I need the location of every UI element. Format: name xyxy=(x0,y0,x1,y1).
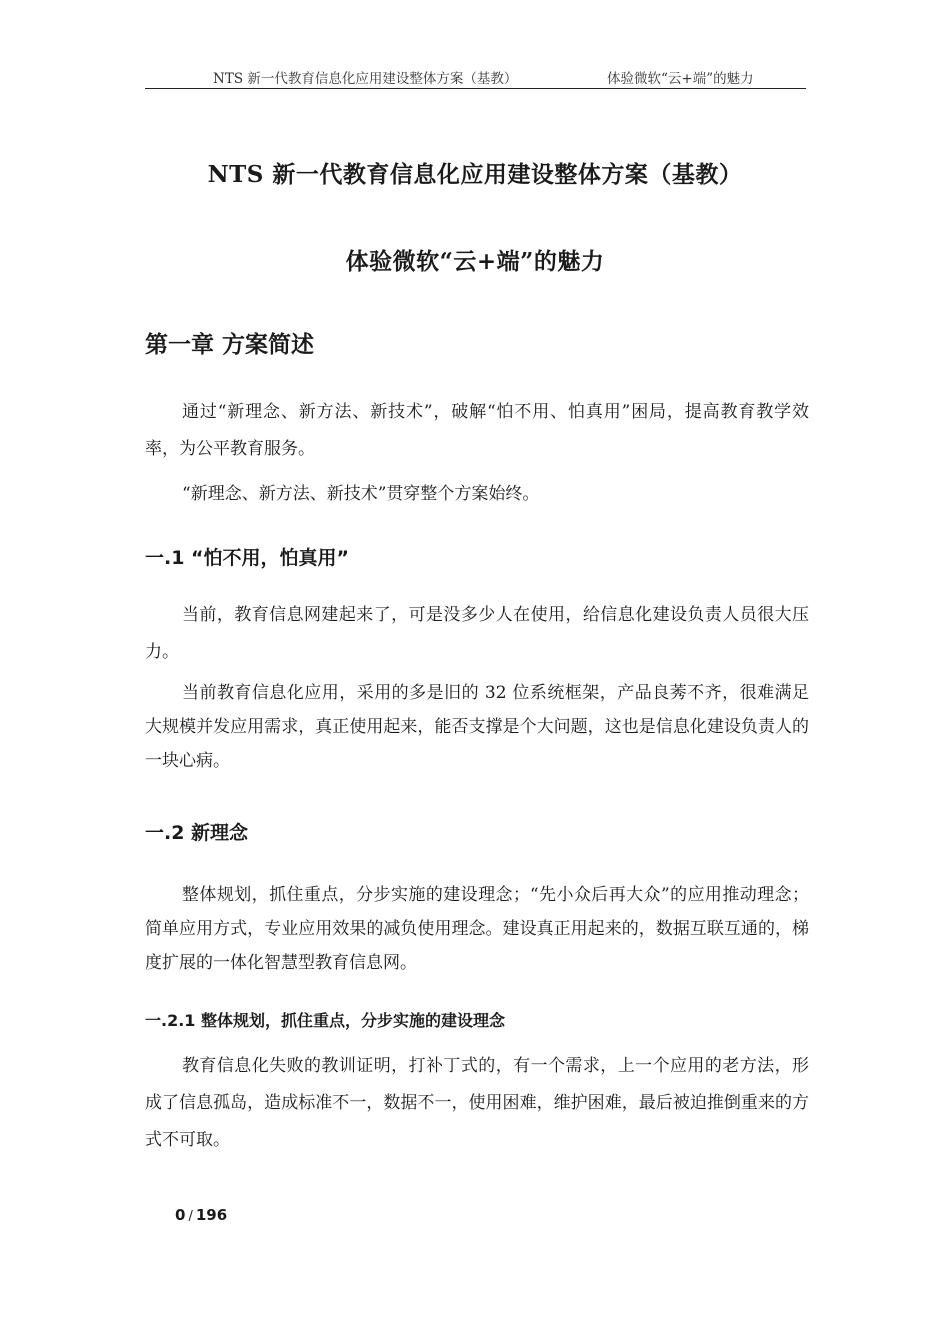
section-1-2-paragraph-1: 整体规划，抓住重点，分步实施的建设理念；“先小众后再大众”的应用推动理念；简单应用方式，专业应用效果的减负使用理念。建设真正用起来的，数据互联互通的，梯度扩展的一体化智慧型教育信息网。 xyxy=(145,885,809,973)
section-1-1-paragraph-1: 当前，教育信息网建起来了，可是没多少人在使用，给信息化建设负责人员很大压力。 xyxy=(145,605,809,662)
chapter-heading: 第一章 方案简述 xyxy=(145,332,315,358)
chapter-paragraph-1: 通过“新理念、新方法、新技术”，破解“怕不用、怕真用”困局，提高教育教学效率，为公平教育服务。 xyxy=(145,402,809,459)
header-right-title: 体验微软“云+端”的魅力 xyxy=(607,71,754,87)
page-total: 196 xyxy=(195,1206,228,1224)
header-left-title: NTS 新一代教育信息化应用建设整体方案（基教） xyxy=(213,71,518,87)
page-number xyxy=(175,1206,227,1224)
document-title: NTS 新一代教育信息化应用建设整体方案（基教） xyxy=(207,161,743,188)
section-heading-1-1: 一.1 “怕不用，怕真用” xyxy=(145,547,350,569)
section-heading-1-2: 一.2 新理念 xyxy=(145,822,249,844)
document-subtitle: 体验微软“云+端”的魅力 xyxy=(345,248,605,275)
chapter-paragraph-2: “新理念、新方法、新技术”贯穿整个方案始终。 xyxy=(182,484,540,504)
section-1-2-1-paragraph-1: 教育信息化失败的教训证明，打补丁式的，有一个需求，上一个应用的老方法，形成了信息孤岛，造成标准不一，数据不一，使用困难，维护困难，最后被迫推倒重来的方式不可取。 xyxy=(145,1056,809,1150)
section-heading-1-2-1: 一.2.1 整体规划，抓住重点，分步实施的建设理念 xyxy=(145,1011,505,1030)
section-1-1-paragraph-2: 当前教育信息化应用，采用的多是旧的 32 位系统框架，产品良莠不齐，很难满足大规模并发应用需求，真正使用起来，能否支撑是个大问题，这也是信息化建设负责人的一块心病。 xyxy=(145,683,809,771)
page-separator: / xyxy=(188,1209,193,1224)
running-header xyxy=(145,66,806,89)
page-current: 0 xyxy=(175,1206,186,1224)
